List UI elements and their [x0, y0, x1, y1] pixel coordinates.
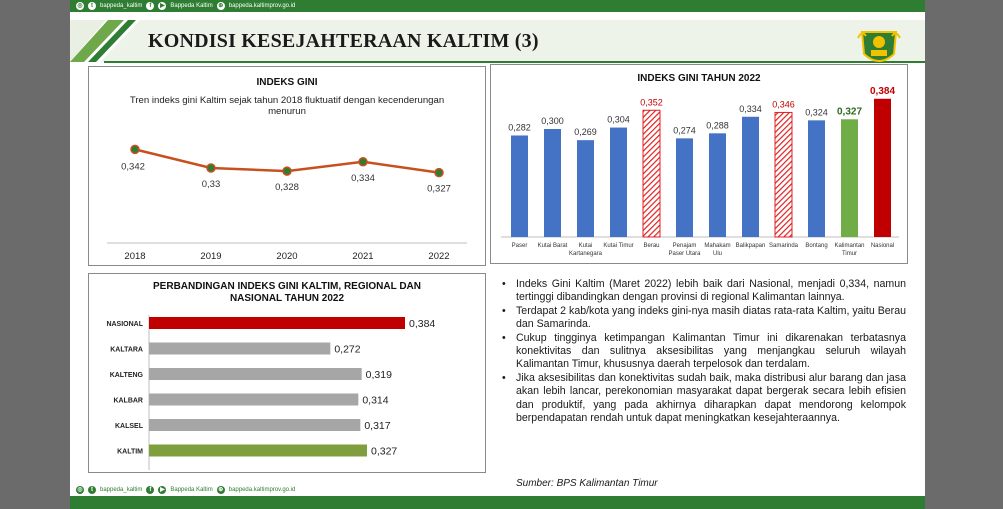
- facebook-name: Bappeda Kaltim: [170, 487, 213, 493]
- bar: [149, 368, 362, 380]
- data-label: 0,342: [121, 161, 145, 173]
- data-point: [207, 164, 215, 172]
- data-label: 0,274: [673, 125, 696, 136]
- bar: [808, 120, 825, 237]
- data-label: 0,334: [351, 172, 375, 184]
- bar: [775, 112, 792, 237]
- hbar-chart-panel: [88, 273, 486, 473]
- data-point: [359, 158, 367, 166]
- data-label: 0,33: [201, 179, 221, 190]
- x-tick-label: Kutai: [578, 243, 593, 249]
- bar-chart-title: INDEKS GINI TAHUN 2022: [637, 73, 761, 84]
- social-links-top: [76, 1, 295, 11]
- bar: [544, 129, 561, 237]
- slide: [70, 0, 925, 509]
- bottom-bar: [70, 496, 925, 509]
- data-label: 0,300: [541, 116, 564, 126]
- x-tick-label: 2022: [428, 251, 450, 262]
- x-tick-label: 2019: [200, 251, 222, 262]
- twitter-icon: t: [88, 486, 96, 494]
- facebook-icon: f: [146, 486, 154, 494]
- youtube-icon: ▶: [160, 3, 165, 9]
- x-tick-label: Kutai Timur: [603, 243, 634, 249]
- x-tick-label: 2021: [352, 251, 374, 262]
- data-label: 0,319: [365, 369, 392, 381]
- line-chart: [89, 67, 485, 265]
- data-label: 0,288: [706, 120, 729, 131]
- bullet-2: • Terdapat 2 kab/kota yang indeks gini-nya masih diatas rata-rata Kaltim, yaitu Berau dan Samarinda.: [516, 305, 906, 332]
- instagram-icon: ◎: [77, 487, 83, 493]
- website: bappeda.kaltimprov.go.id: [228, 487, 296, 493]
- bar: [874, 99, 891, 237]
- line-chart-title: INDEKS GINI: [256, 77, 318, 88]
- bar: [511, 135, 528, 237]
- instagram-icon: ◎: [77, 3, 83, 9]
- data-label: 0,346: [772, 99, 795, 110]
- data-label: 0,327: [371, 445, 398, 458]
- data-point: [435, 169, 443, 177]
- x-tick-label: Kalimantan: [834, 243, 865, 249]
- data-label: 0,384: [409, 318, 436, 330]
- globe-icon: ⊕: [218, 487, 224, 493]
- bar: [709, 133, 726, 237]
- bar-chart: [491, 65, 907, 263]
- data-label: 0,384: [869, 85, 896, 97]
- y-tick-label: KALSEL: [115, 423, 143, 430]
- bar: [610, 128, 627, 237]
- facebook-icon: f: [146, 2, 154, 10]
- page-title: KONDISI KESEJAHTERAAN KALTIM (3): [148, 30, 539, 52]
- bar: [676, 138, 693, 237]
- bullet-4: • Jika aksesibilitas dan konektivitas sudah baik, maka distribusi alur barang dan jasa akan lebih lancar, perekonomian masyarakat dapat bergerak secara lebih efisien dan produktif, yang pada akhirnya diharapkan dapat mendorong kelompok berpendapatan rendah untuk dapat meningkatkan kesejahteraannya.: [516, 372, 906, 426]
- data-label: 0,269: [574, 127, 597, 138]
- bar: [149, 394, 358, 406]
- hbar-chart-title: PERBANDINGAN INDEKS GINI KALTIM, REGIONAL DAN NASIONAL TAHUN 2022: [153, 281, 421, 304]
- x-tick-label: Balikpapan: [735, 243, 766, 249]
- data-label: 0,334: [739, 103, 762, 114]
- x-tick-label: 2018: [124, 251, 146, 262]
- data-label: 0,314: [362, 394, 389, 407]
- x-tick-label: Paser Utara: [668, 251, 701, 257]
- facebook-name: Bappeda Kaltim: [170, 3, 213, 9]
- website: bappeda.kaltimprov.go.id: [228, 3, 296, 9]
- y-tick-label: KALBAR: [113, 397, 143, 405]
- x-tick-label: Mahakam: [704, 243, 731, 249]
- bar: [149, 419, 360, 431]
- globe-icon: ⊕: [218, 3, 224, 9]
- data-label: 0,324: [805, 107, 828, 118]
- instagram-handle: bappeda_kaltim: [100, 487, 143, 493]
- bar: [742, 117, 759, 237]
- data-label: 0,282: [508, 122, 531, 133]
- data-label: 0,317: [364, 420, 391, 432]
- top-bar: [70, 0, 925, 12]
- data-point: [283, 167, 291, 175]
- y-tick-label: KALTIM: [117, 448, 143, 456]
- x-tick-label: Kartanegara: [568, 251, 603, 257]
- x-tick-label: Timur: [841, 251, 858, 257]
- x-tick-label: Penajam: [672, 243, 697, 249]
- y-tick-label: NASIONAL: [106, 321, 143, 328]
- x-tick-label: 2020: [276, 251, 298, 262]
- line-chart-panel: [88, 66, 486, 266]
- analysis-bullets: [502, 278, 906, 425]
- x-tick-label: Samarinda: [768, 243, 799, 249]
- bar: [841, 119, 858, 237]
- bar: [643, 110, 660, 237]
- x-tick-label: Berau: [643, 243, 660, 249]
- bullet-1: • Indeks Gini Kaltim (Maret 2022) lebih baik dari Nasional, menjadi 0,334, namun tertinggi dibandingkan dengan provinsi di regional Kalimantan lainnya.: [516, 278, 906, 305]
- bar: [577, 140, 594, 237]
- hbar-chart: [89, 274, 485, 472]
- y-tick-label: KALTENG: [109, 372, 143, 379]
- data-label: 0,327: [427, 183, 451, 195]
- x-tick-label: Nasional: [870, 243, 895, 249]
- bullet-3: • Cukup tingginya ketimpangan Kalimantan Timur ini dikarenakan terbatasnya konektivitas dan sulitnya aksesibilitas yang menjangkau seluruh wilayah Kalimantan Timur, khususnya daerah terpelosok dan terdalam.: [516, 332, 906, 372]
- x-tick-label: Kutai Barat: [537, 243, 568, 249]
- instagram-handle: bappeda_kaltim: [100, 3, 143, 9]
- bar: [149, 343, 330, 355]
- line-chart-subtitle: Tren indeks gini Kaltim sejak tahun 2018 fluktuatif dengan kecenderungan menurun: [129, 95, 445, 117]
- data-label: 0,352: [640, 97, 663, 108]
- kaltim-logo: [856, 28, 902, 68]
- bar: [149, 317, 405, 329]
- y-tick-label: KALTARA: [110, 346, 143, 354]
- source-note: Sumber: BPS Kalimantan Timur: [516, 478, 658, 489]
- youtube-icon: ▶: [160, 487, 165, 493]
- data-label: 0,327: [836, 106, 863, 118]
- x-tick-label: Ulu: [712, 251, 723, 257]
- data-label: 0,328: [275, 182, 299, 194]
- bar-chart-panel: [490, 64, 908, 264]
- x-tick-label: Bontang: [805, 243, 828, 249]
- data-label: 0,304: [607, 114, 630, 125]
- data-point: [131, 145, 139, 153]
- x-tick-label: Paser: [511, 243, 528, 249]
- data-label: 0,272: [334, 343, 361, 356]
- bar: [149, 445, 367, 457]
- twitter-icon: t: [88, 2, 96, 10]
- social-links-bottom: [76, 485, 295, 495]
